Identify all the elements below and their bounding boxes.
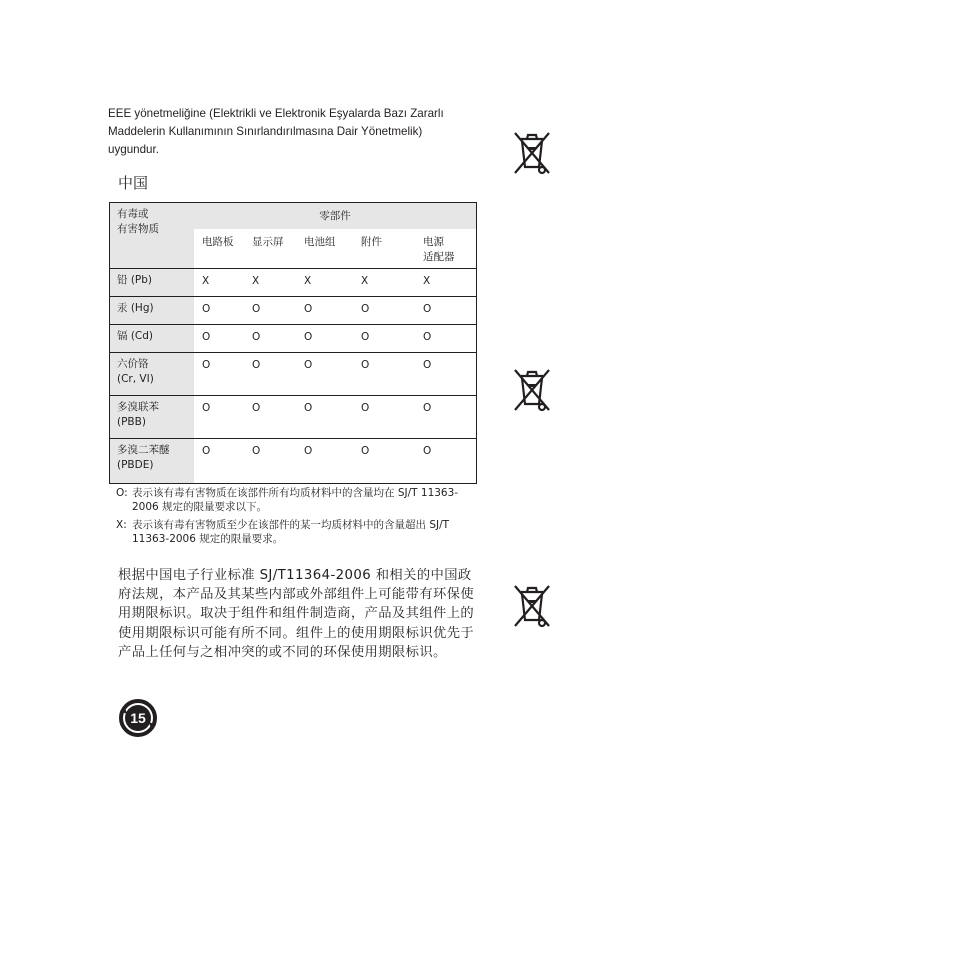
table-cell: O (423, 445, 432, 457)
weee-crossed-bin-icon (507, 580, 557, 630)
parts-header: 零部件 (194, 203, 477, 230)
part-power-adapter: 电源 适配器 (423, 229, 477, 269)
table-cell: O (304, 325, 361, 353)
table-cell: X (304, 269, 361, 297)
table-row (110, 353, 477, 396)
turkish-compliance-text: EEE yönetmeliğine (Elektrikli ve Elektronik Eşyalarda Bazı Zararlı Maddelerin Kullanımının Sınırlandırılmasına Dair Yönetmelik) uygundur. (108, 107, 444, 156)
table-cell: O (361, 325, 423, 353)
table-cell: O (361, 353, 423, 396)
table-cell: O (252, 325, 304, 353)
note-key: X: (116, 519, 127, 531)
logo-number: 15 (130, 710, 146, 726)
table-cell: O (202, 445, 211, 457)
table-cell: O (361, 445, 370, 457)
table-cell: O (304, 445, 313, 457)
hazardous-substance-table (109, 202, 477, 484)
weee-crossed-bin-icon (507, 364, 557, 414)
environmental-use-period-paragraph: 根据中国电子行业标准 SJ/T11364-2006 和相关的中国政府法规，本产品及其某些内部或外部组件上可能带有环保使用期限标识。取决于组件和组件制造商，产品及其组件上的使用期限标识可能有所不同。组件上的使用期限标识优先于产品上任何与之相冲突的或不同的环保使用期限标识。 (118, 568, 475, 660)
table-row (110, 439, 477, 484)
table-cell: O (252, 445, 261, 457)
substance-name: 铅 (Pb) (117, 274, 153, 286)
table-cell: O (423, 325, 477, 353)
substance-name: 汞 (Hg) (117, 302, 154, 314)
note-text: 表示该有毒有害物质至少在该部件的某一均质材料中的含量超出 SJ/T 11363-2006 规定的限量要求。 (132, 519, 450, 545)
table-row (110, 325, 477, 353)
table-cell: O (304, 297, 361, 325)
table-cell: O (194, 325, 252, 353)
substance-name: 多溴二苯醚 (PBDE) (117, 444, 170, 471)
substance-name: 多溴联苯 (PBB) (117, 401, 159, 428)
china-heading: 中国 (118, 174, 149, 192)
part-display: 显示屏 (252, 229, 304, 269)
table-row (110, 269, 477, 297)
note-x (116, 518, 476, 546)
note-text: 表示该有毒有害物质在该部件所有均质材料中的含量均在 SJ/T 11363-2006 规定的限量要求以下。 (132, 487, 459, 513)
table-cell: O (194, 297, 252, 325)
table-cell: O (252, 297, 304, 325)
table-cell: O (304, 396, 361, 439)
table-cell: O (252, 396, 304, 439)
substance-header: 有毒或 有害物质 (110, 203, 195, 269)
table-cell: X (252, 269, 304, 297)
table-row (110, 396, 477, 439)
substance-name: 镉 (Cd) (117, 330, 154, 342)
table-cell: O (423, 396, 477, 439)
note-o (116, 486, 476, 514)
table-cell: O (252, 353, 304, 396)
environment-friendly-use-period-icon (117, 697, 159, 739)
table-cell: O (194, 396, 252, 439)
table-cell: O (361, 396, 423, 439)
note-key: O: (116, 487, 128, 499)
part-battery: 电池组 (304, 229, 361, 269)
table-cell: O (361, 297, 423, 325)
table-notes (116, 486, 476, 550)
table-cell: O (194, 353, 252, 396)
table-cell: X (361, 269, 423, 297)
table-cell: O (423, 297, 477, 325)
table-cell: X (194, 269, 252, 297)
table-cell: X (423, 269, 477, 297)
table-row (110, 297, 477, 325)
part-circuit-board: 电路板 (194, 229, 252, 269)
substance-name: 六价铬 (Cr, VI) (117, 358, 154, 385)
table-cell: O (423, 353, 477, 396)
table-header-row (110, 203, 477, 230)
table-cell: O (304, 353, 361, 396)
part-accessories: 附件 (361, 229, 423, 269)
weee-crossed-bin-icon (507, 127, 557, 177)
